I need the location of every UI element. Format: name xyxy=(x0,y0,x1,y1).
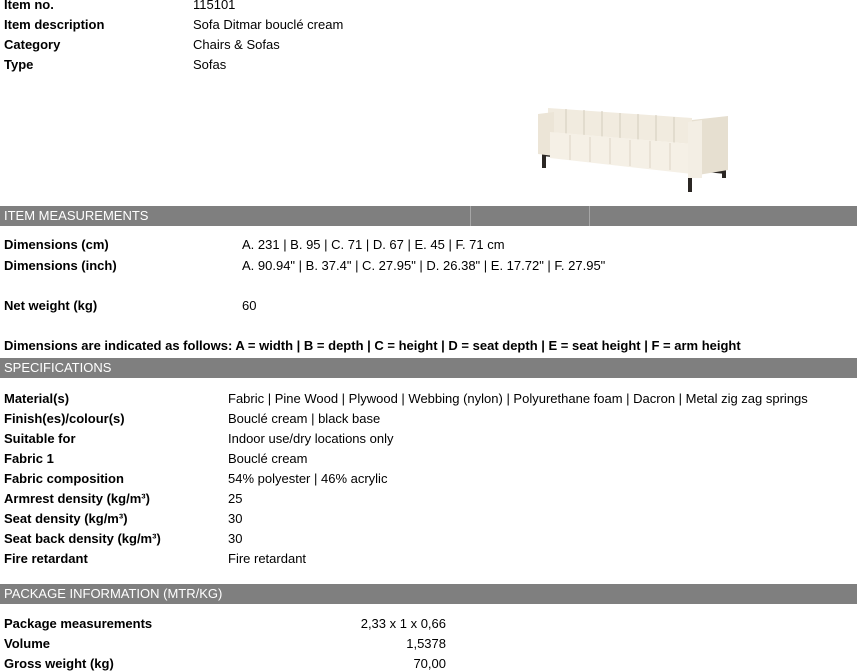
gross-weight-value: 70,00 xyxy=(413,656,446,671)
type-value: Sofas xyxy=(193,57,227,72)
item-no-label: Item no. xyxy=(4,0,54,12)
package-measurements-label: Package measurements xyxy=(4,616,153,631)
spec-label: Seat density (kg/m³) xyxy=(4,511,128,526)
category-value: Chairs & Sofas xyxy=(193,37,280,52)
package-information-title: PACKAGE INFORMATION (MTR/KG) xyxy=(4,586,223,601)
spec-value: 54% polyester | 46% acrylic xyxy=(228,471,388,486)
spec-value: Bouclé cream xyxy=(228,451,308,466)
header-divider xyxy=(470,206,471,226)
spec-value: 30 xyxy=(228,531,243,546)
spec-label: Fabric 1 xyxy=(4,451,54,466)
item-description-label: Item description xyxy=(4,17,105,32)
item-description-value: Sofa Ditmar bouclé cream xyxy=(193,17,344,32)
dimensions-inch-value: A. 90.94" | B. 37.4" | C. 27.95" | D. 26.38" | E. 17.72" | F. 27.95" xyxy=(242,258,606,273)
specifications-title: SPECIFICATIONS xyxy=(4,360,112,375)
net-weight-value: 60 xyxy=(242,298,257,313)
spec-value: Fabric | Pine Wood | Plywood | Webbing (nylon) | Polyurethane foam | Dacron | Metal zig zag springs xyxy=(228,391,808,406)
spec-label: Fire retardant xyxy=(4,551,88,566)
dimensions-legend: Dimensions are indicated as follows: A = width | B = depth | C = height | D = seat depth | E = seat height | F = arm height xyxy=(4,338,741,353)
specifications-header xyxy=(0,358,857,378)
spec-value: Fire retardant xyxy=(228,551,307,566)
net-weight-label: Net weight (kg) xyxy=(4,298,98,313)
spec-label: Suitable for xyxy=(4,431,76,446)
spec-label: Armrest density (kg/m³) xyxy=(4,491,150,506)
type-label: Type xyxy=(4,57,34,72)
package-information-header xyxy=(0,584,857,604)
volume-value: 1,5378 xyxy=(406,636,446,651)
volume-label: Volume xyxy=(4,636,50,651)
spec-label: Finish(es)/colour(s) xyxy=(4,411,125,426)
category-label: Category xyxy=(4,37,61,52)
spec-label: Material(s) xyxy=(4,391,70,406)
gross-weight-label: Gross weight (kg) xyxy=(4,656,114,671)
package-measurements-value: 2,33 x 1 x 0,66 xyxy=(360,616,446,631)
spec-value: Bouclé cream | black base xyxy=(228,411,381,426)
header-divider xyxy=(589,206,590,226)
spec-value: 25 xyxy=(228,491,243,506)
spec-label: Fabric composition xyxy=(4,471,124,486)
item-measurements-header xyxy=(0,206,857,226)
dimensions-inch-label: Dimensions (inch) xyxy=(4,258,117,273)
item-no-value: 115101 xyxy=(193,0,236,12)
dimensions-cm-value: A. 231 | B. 95 | C. 71 | D. 67 | E. 45 | F. 71 cm xyxy=(242,237,505,252)
dimensions-cm-label: Dimensions (cm) xyxy=(4,237,109,252)
spec-value: 30 xyxy=(228,511,243,526)
spec-value: Indoor use/dry locations only xyxy=(228,431,394,446)
item-measurements-title: ITEM MEASUREMENTS xyxy=(4,208,149,223)
spec-label: Seat back density (kg/m³) xyxy=(4,531,161,546)
sofa-illustration xyxy=(530,100,740,200)
product-image xyxy=(530,100,740,200)
